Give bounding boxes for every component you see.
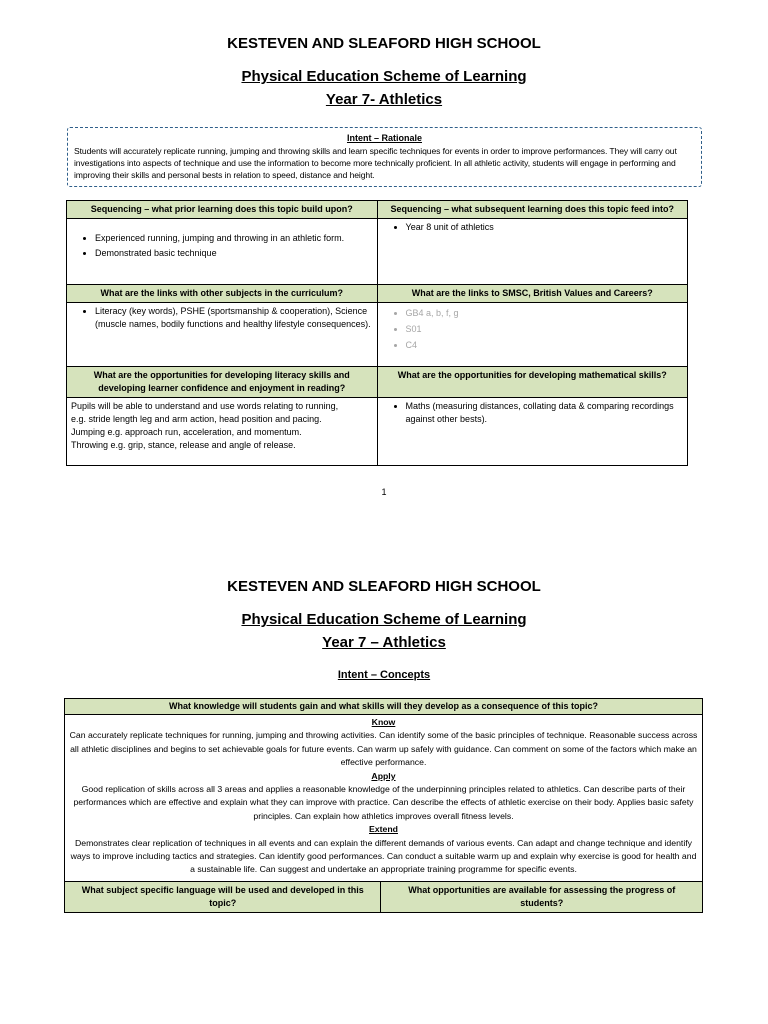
know-label: Know bbox=[371, 717, 396, 727]
list-item: • Year 8 unit of athletics bbox=[406, 221, 683, 234]
know-text: Can accurately replicate techniques for running, jumping and throwing activities. Can identify some of the basic principles of technique. Reasonable success across all athletic disciplines and begins to set achievable goals for future events. Can warm up safely with guidance. Can comment on some of the factors which make an effective performance. bbox=[69, 730, 698, 768]
list-item: • GB4 a, b, f, g bbox=[406, 305, 683, 321]
school-name: KESTEVEN AND SLEAFORD HIGH SCHOOL bbox=[227, 578, 541, 595]
text-line: e.g. stride length leg and arm action, head position and pacing. bbox=[71, 414, 322, 424]
list-item: • Demonstrated basic technique bbox=[95, 247, 373, 260]
rationale-text: Students will accurately replicate running, jumping and throwing skills and learn specific techniques for events in order to improve performances. They will carry out investigations into aspects of technique and use the information to become more technically proficient. In all athletic activity, students will engage in performing and improving their skills and personal bests in relation to speed, distance and height. bbox=[74, 145, 677, 180]
literacy-header: What are the opportunities for developing literacy skills and developing learner confidence and enjoyment in reading? bbox=[67, 367, 378, 398]
list-item: • Experienced running, jumping and throwing in an athletic form. bbox=[95, 232, 373, 245]
apply-label: Apply bbox=[371, 770, 396, 781]
subsequent-learning-cell bbox=[377, 219, 687, 285]
school-name: KESTEVEN AND SLEAFORD HIGH SCHOOL bbox=[227, 35, 541, 52]
concepts-table bbox=[64, 698, 703, 913]
maths-cell bbox=[377, 398, 687, 466]
text-line: Pupils will be able to understand and use words relating to running, bbox=[71, 401, 339, 411]
year-title: Year 7 – Athletics bbox=[322, 634, 446, 651]
concepts-title: Intent – Concepts bbox=[337, 669, 431, 681]
smsc-links-header: What are the links to SMSC, British Values and Careers? bbox=[377, 285, 687, 303]
year-title: Year 7- Athletics bbox=[325, 91, 443, 108]
extend-text: Demonstrates clear replication of techniques in all events and can explain the different demands of various events. Can adapt and change technique and identify ways to improve including tactics and strategies. Can identify good performances. Can conduct a suitable warm up and explain why exercise is good for health and a sustainable life. Can suggest and undertake an appropriate training programme for specific events. bbox=[70, 837, 697, 875]
scheme-title: Physical Education Scheme of Learning bbox=[241, 68, 527, 85]
scheme-title: Physical Education Scheme of Learning bbox=[241, 611, 527, 628]
list-item: • Literacy (key words), PSHE (sportsmanship & cooperation), Science (muscle names, bodily functions and healthy lifestyle consequences). bbox=[95, 305, 373, 331]
smsc-links-cell bbox=[377, 303, 687, 367]
knowledge-cell bbox=[65, 715, 703, 882]
knowledge-header: What knowledge will students gain and what skills will they develop as a consequence of this topic? bbox=[65, 699, 703, 715]
curriculum-links-cell bbox=[67, 303, 378, 367]
page-number: 1 bbox=[381, 487, 387, 497]
assessment-header: What opportunities are available for assessing the progress of students? bbox=[381, 881, 703, 912]
rationale-title: Intent – Rationale bbox=[346, 133, 422, 143]
curriculum-links-header: What are the links with other subjects in the curriculum? bbox=[67, 285, 378, 303]
literacy-cell bbox=[67, 398, 378, 466]
list-item: • C4 bbox=[406, 337, 683, 353]
apply-text: Good replication of skills across all 3 areas and applies a reasonable knowledge of the underpinning principles related to athletics. Can describe parts of their performances which are effective and explain what they can improve with practice. Can describe the effects of athletic exercise on their body. Applies basic safety principles. Can explain how athletics improves overall fitness levels. bbox=[73, 784, 694, 821]
text-line: Jumping e.g. approach run, acceleration, and momentum. bbox=[71, 427, 302, 437]
sequencing-table bbox=[66, 200, 688, 466]
maths-header: What are the opportunities for developing mathematical skills? bbox=[377, 367, 687, 398]
prior-learning-header: Sequencing – what prior learning does this topic build upon? bbox=[67, 201, 378, 219]
text-line: Throwing e.g. grip, stance, release and angle of release. bbox=[71, 440, 296, 450]
rationale-box bbox=[67, 127, 702, 187]
list-item: • S01 bbox=[406, 321, 683, 337]
language-header: What subject specific language will be used and developed in this topic? bbox=[65, 881, 381, 912]
prior-learning-cell bbox=[67, 219, 378, 285]
subsequent-learning-header: Sequencing – what subsequent learning does this topic feed into? bbox=[377, 201, 687, 219]
extend-label: Extend bbox=[369, 824, 398, 835]
list-item: • Maths (measuring distances, collating data & comparing recordings against other bests). bbox=[406, 400, 683, 426]
